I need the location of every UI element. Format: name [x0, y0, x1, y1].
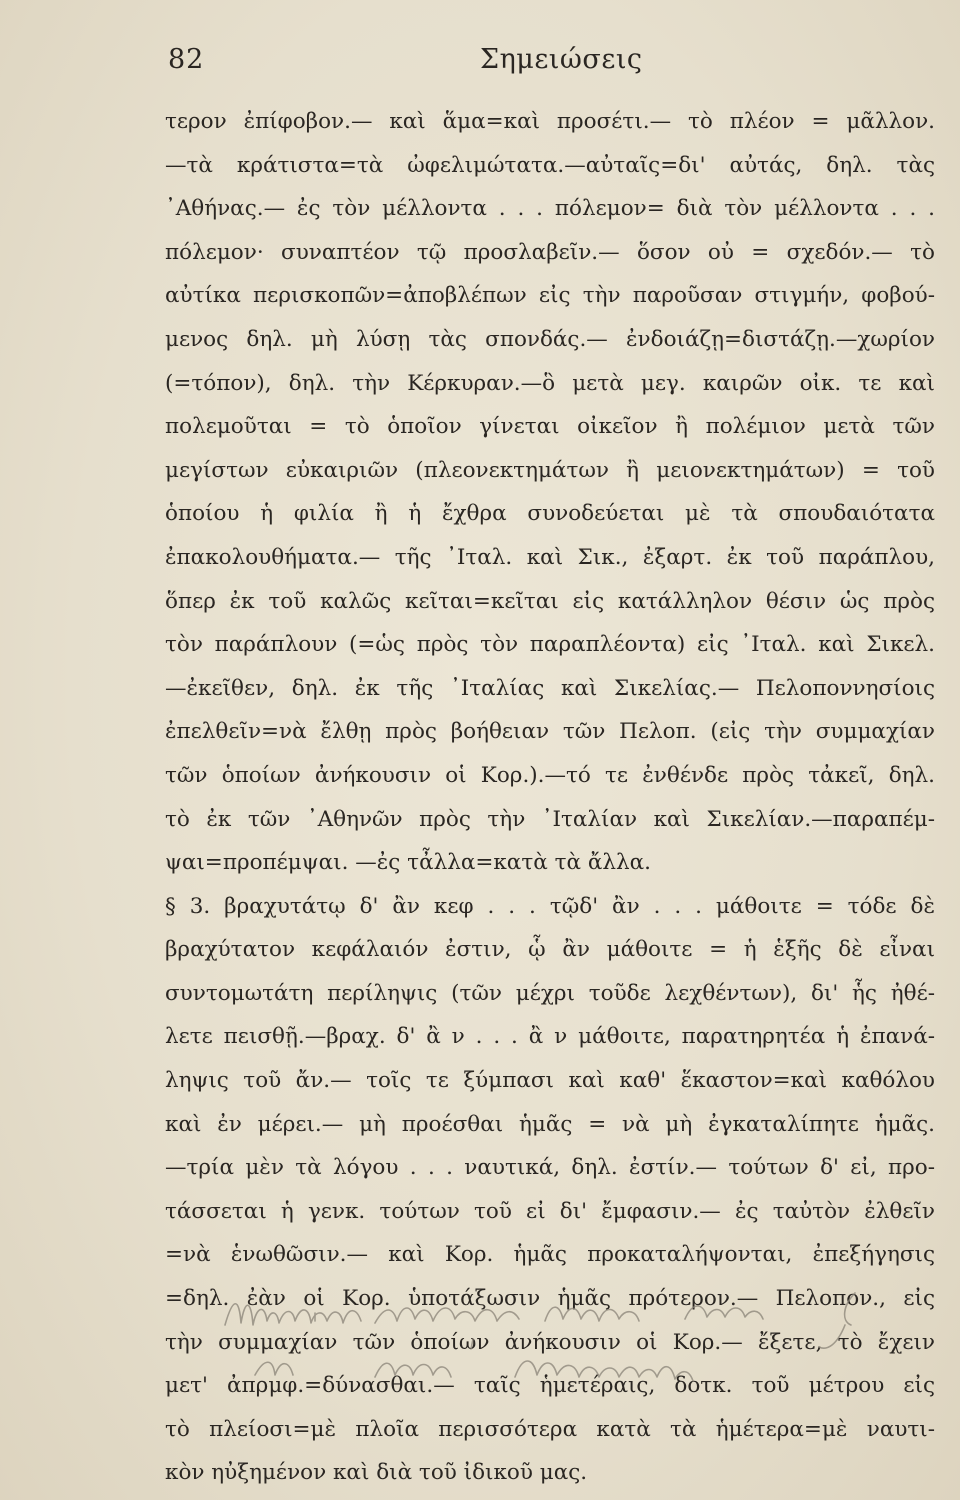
text-line: τὸ ἐκ τῶν ᾿Αθηνῶν πρὸς τὴν ᾿Ιταλίαν καὶ Σικελίαν.—παραπέμ-	[165, 806, 935, 832]
text-line: ἐπελθεῖν=νὰ ἔλθῃ πρὸς βοήθειαν τῶν Πελοπ. (εἰς τὴν συμμαχίαν	[165, 719, 935, 745]
text-line: βραχύτατον κεφάλαιόν ἐστιν, ᾧ ἂν μάθοιτε = ἡ ἑξῆς δὲ εἶναι	[165, 937, 935, 963]
text-line: ληψις τοῦ ἄν.— τοῖς τε ξύμπασι καὶ καθ' ἕκαστον=καὶ καθόλου	[165, 1068, 935, 1094]
text-line: τὸ πλείοσι=μὲ πλοῖα περισσότερα κατὰ τὰ ἡμέτερα=μὲ ναυτι-	[165, 1416, 935, 1442]
text-line: μεγίστων εὐκαιριῶν (πλεονεκτημάτων ἢ μειονεκτημάτων) = τοῦ	[165, 457, 935, 483]
text-line: τάσσεται ἡ γενκ. τούτων τοῦ εἰ δι' ἔμφασιν.— ἐς ταὐτὸν ἐλθεῖν	[165, 1198, 935, 1224]
running-title: Σημειώσεις	[480, 44, 643, 75]
text-line: ἐπακολουθήματα.— τῆς ᾿Ιταλ. καὶ Σικ., ἐξαρτ. ἐκ τοῦ παράπλου,	[165, 544, 935, 570]
text-line: τὴν συμμαχίαν τῶν ὁποίων ἀνήκουσιν οἱ Κορ.— ἔξετε, τὸ ἔχειν	[165, 1329, 935, 1355]
text-line: μετ' ἀπρμφ.=δύνασθαι.— ταῖς ἡμετέραις, δοτκ. τοῦ μέτρου εἰς	[165, 1373, 935, 1399]
page-header	[168, 44, 928, 84]
text-line: πολεμοῦται = τὸ ὁποῖον γίνεται οἰκεῖον ἢ πολέμιον μετὰ τῶν	[165, 414, 935, 440]
text-line: μενος δηλ. μὴ λύσῃ τὰς σπονδάς.— ἐνδοιάζῃ=διστάζῃ.—χωρίον	[165, 326, 935, 352]
text-line: ψαι=προπέμψαι. —ἐς τἆλλα=κατὰ τὰ ἄλλα.	[165, 850, 651, 876]
text-line: αὐτίκα περισκοπῶν=ἀποβλέπων εἰς τὴν παροῦσαν στιγμήν, φοβού-	[165, 283, 935, 309]
text-line: —τὰ κράτιστα=τὰ ὠφελιμώτατα.—αὐταῖς=δι' αὐτάς, δηλ. τὰς	[165, 152, 935, 178]
text-line: ὁποίου ἡ φιλία ἢ ἡ ἔχθρα συνοδεύεται μὲ τὰ σπουδαιότατα	[165, 501, 935, 527]
text-line: κὸν ηὐξημένον καὶ διὰ τοῦ ἰδικοῦ μας.	[165, 1460, 588, 1486]
text-line: λετε πεισθῇ.—βραχ. δ' ἂ ν . . . ἂ ν μάθοιτε, παρατηρητέα ἡ ἐπανά-	[165, 1024, 935, 1050]
text-line: =δηλ. ἐὰν οἱ Κορ. ὑποτάξωσιν ἡμᾶς πρότερον.— Πελοπον., εἰς	[165, 1286, 935, 1312]
text-line: (=τόπον), δηλ. τὴν Κέρκυραν.—ὃ μετὰ μεγ. καιρῶν οἰκ. τε καὶ	[165, 370, 935, 396]
pencil-scribble-drawing	[215, 1285, 875, 1405]
text-line: —τρία μὲν τὰ λόγου . . . ναυτικά, δηλ. ἐστίν.— τούτων δ' εἰ, προ-	[165, 1155, 935, 1181]
text-line: συντομωτάτη περίληψις (τῶν μέχρι τοῦδε λεχθέντων), δι' ἧς ἠθέ-	[165, 980, 935, 1006]
text-line: πόλεμον· συναπτέον τῷ προσλαβεῖν.— ὅσον οὐ = σχεδόν.— τὸ	[165, 239, 935, 265]
pencil-handwriting	[215, 1285, 875, 1405]
text-line: τὸν παράπλουν (=ὡς πρὸς τὸν παραπλέοντα) εἰς ᾿Ιταλ. καὶ Σικελ.	[165, 632, 935, 658]
page-number: 82	[168, 44, 205, 75]
text-line: —ἐκεῖθεν, δηλ. ἐκ τῆς ᾿Ιταλίας καὶ Σικελίας.— Πελοποννησίοις	[165, 675, 935, 701]
text-line: τῶν ὁποίων ἀνήκουσιν οἱ Κορ.).—τό τε ἐνθένδε πρὸς τἀκεῖ, δηλ.	[165, 762, 935, 788]
text-line: τερον ἐπίφοβον.— καὶ ἅμα=καὶ προσέτι.— τὸ πλέον = μᾶλλον.	[165, 109, 935, 134]
text-line: =νὰ ἑνωθῶσιν.— καὶ Κορ. ἡμᾶς προκαταλήψονται, ἐπεξήγησις	[165, 1242, 935, 1268]
text-line: § 3. βραχυτάτῳ δ' ἂν κεφ . . . τῷδ' ἂν . . . μάθοιτε = τόδε δὲ	[165, 893, 935, 919]
text-line: καὶ ἐν μέρει.— μὴ προέσθαι ἡμᾶς = νὰ μὴ ἐγκαταλίπητε ἡμᾶς.	[165, 1111, 935, 1137]
text-line: ᾿Αθήνας.— ἐς τὸν μέλλοντα . . . πόλεμον= διὰ τὸν μέλλοντα . . .	[165, 196, 935, 222]
text-line: ὅπερ ἐκ τοῦ καλῶς κεῖται=κεῖται εἰς κατάλληλον θέσιν ὡς πρὸς	[165, 588, 935, 614]
